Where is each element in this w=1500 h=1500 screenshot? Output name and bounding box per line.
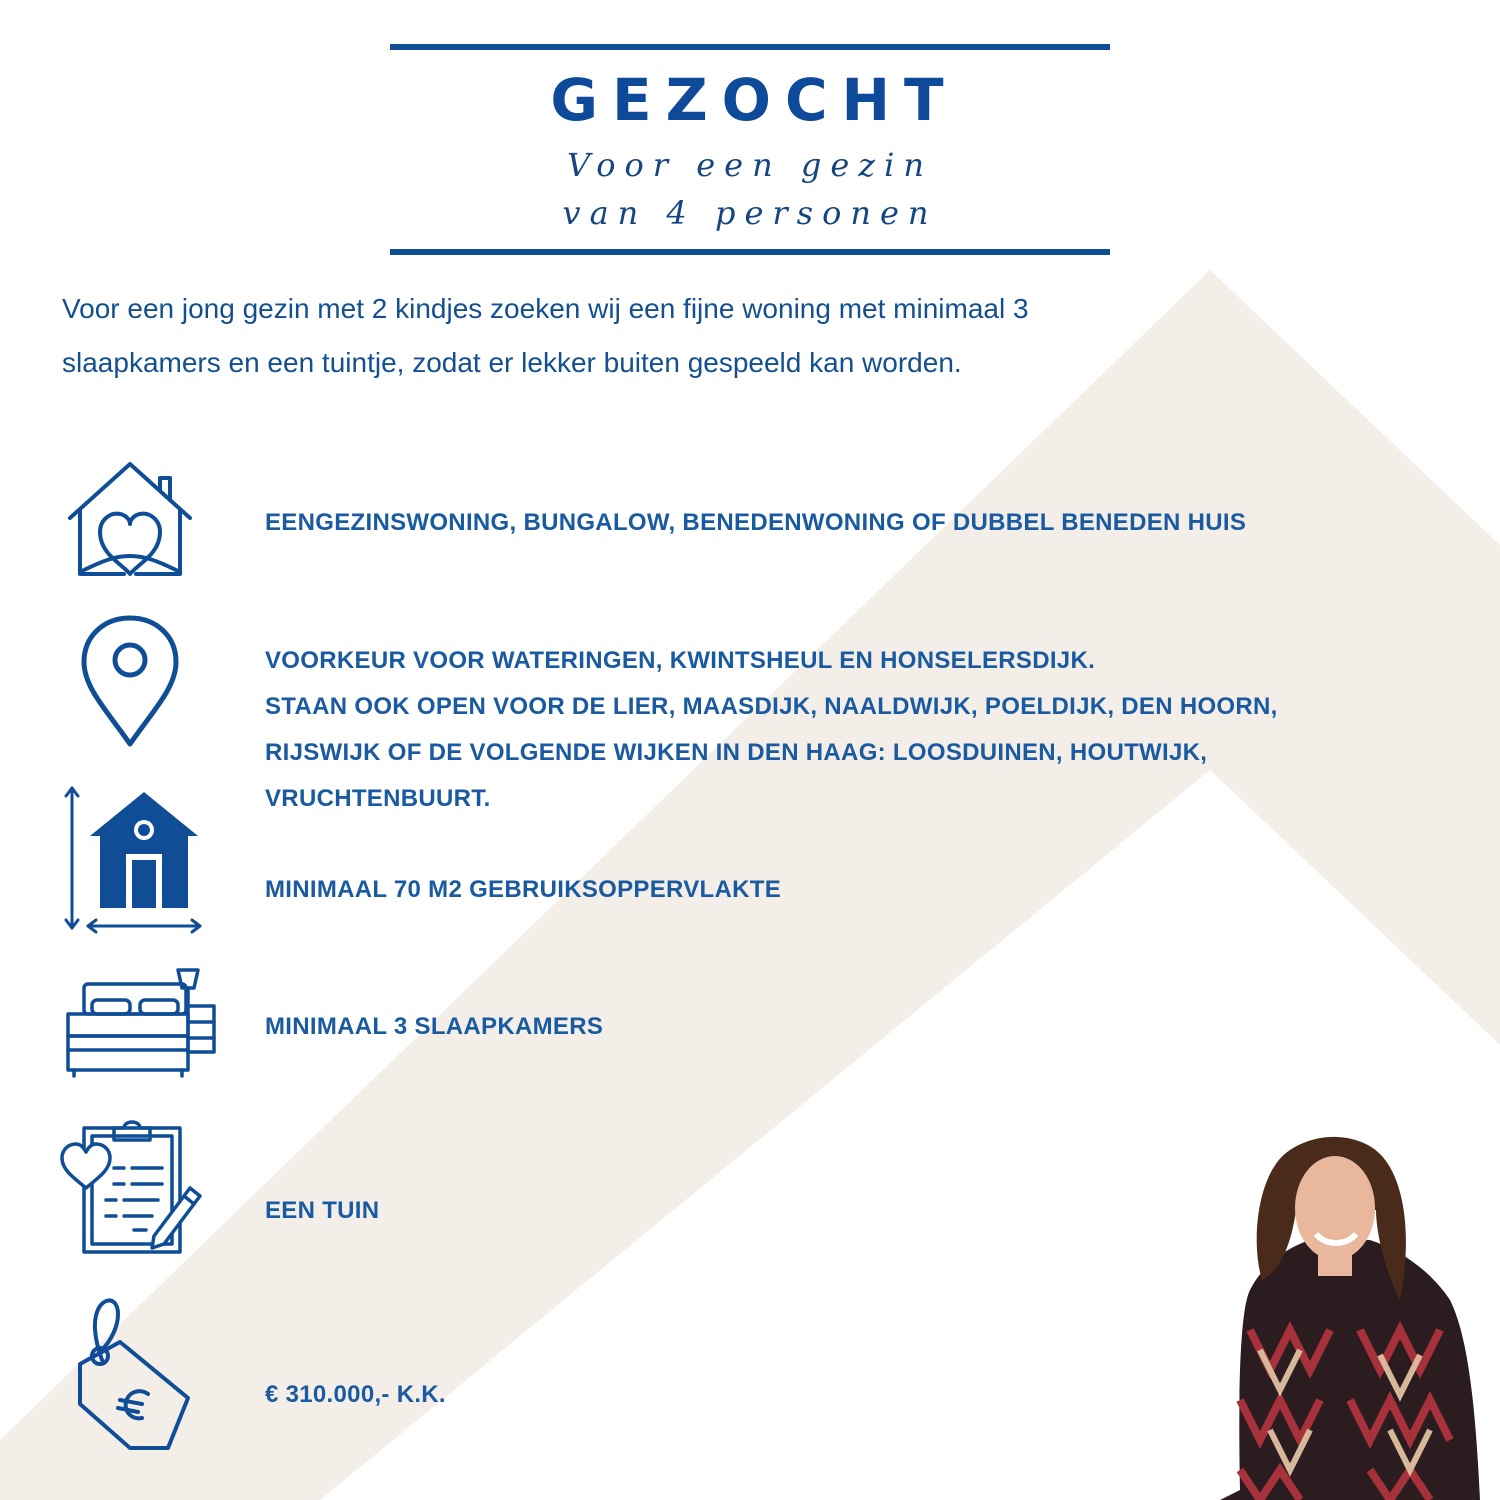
subtitle-line-2: van 4 personen bbox=[562, 194, 938, 232]
location-pin-icon bbox=[78, 612, 182, 750]
location-line-4: VRUCHTENBUURT. bbox=[265, 785, 491, 812]
location-line-3: RIJSWIJK OF DE VOLGENDE WIJKEN IN DEN HAAG: LOOSDUINEN, HOUTWIJK, bbox=[265, 739, 1208, 766]
house-dimensions-icon bbox=[60, 784, 206, 936]
location-line-1: VOORKEUR VOOR WATERINGEN, KWINTSHEUL EN HONSELERSDIJK. bbox=[265, 647, 1096, 674]
page-title: GEZOCHT bbox=[550, 66, 958, 134]
requirement-surface: MINIMAAL 70 M2 GEBRUIKSOPPERVLAKTE bbox=[265, 876, 782, 903]
requirement-price: € 310.000,- K.K. bbox=[265, 1381, 446, 1408]
house-heart-icon bbox=[64, 460, 196, 580]
requirement-location bbox=[265, 638, 1278, 822]
intro-line-1: Voor een jong gezin met 2 kindjes zoeken wij een fijne woning met minimaal 3 bbox=[62, 293, 1029, 324]
intro-line-2: slaapkamers en een tuintje, zodat er lekker buiten gespeeld kan worden. bbox=[62, 347, 962, 378]
subtitle-line-1: Voor een gezin bbox=[567, 146, 933, 184]
agent-photo bbox=[1180, 1130, 1500, 1500]
requirement-house-type: EENGEZINSWONING, BUNGALOW, BENEDENWONING OF DUBBEL BENEDEN HUIS bbox=[265, 509, 1247, 536]
location-line-2: STAAN OOK OPEN VOOR DE LIER, MAASDIJK, NAALDWIJK, POELDIJK, DEN HOORN, bbox=[265, 693, 1278, 720]
header-bottom-rule bbox=[390, 249, 1110, 255]
euro-price-tag-icon bbox=[72, 1294, 198, 1456]
clipboard-heart-icon bbox=[58, 1112, 206, 1258]
requirement-garden: EEN TUIN bbox=[265, 1197, 380, 1224]
intro-paragraph bbox=[62, 282, 1402, 390]
bed-icon bbox=[62, 966, 220, 1078]
requirement-bedrooms: MINIMAAL 3 SLAAPKAMERS bbox=[265, 1013, 604, 1040]
header-top-rule bbox=[390, 44, 1110, 50]
